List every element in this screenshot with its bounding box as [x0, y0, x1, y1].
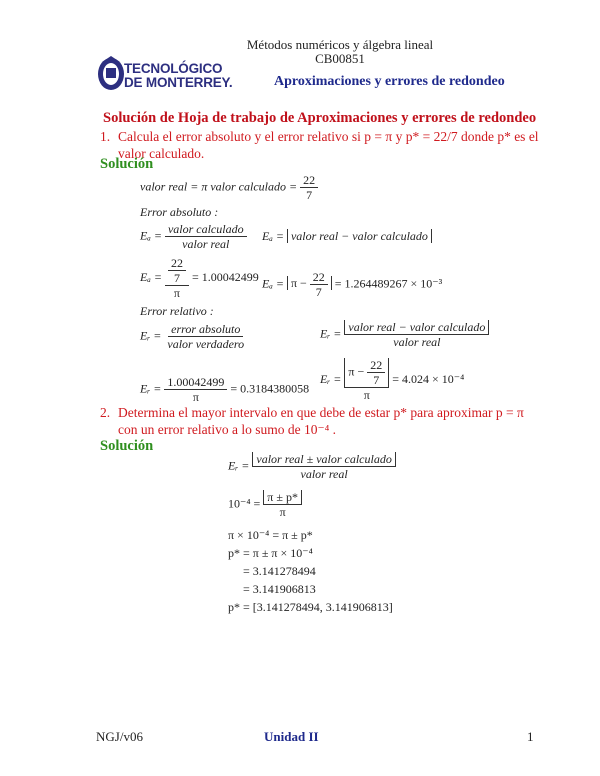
q1-number: 1.: [100, 129, 111, 144]
q2-er-formula: [228, 452, 396, 481]
q1-text: [118, 128, 548, 162]
ea-calc-lhs: Eₐ =: [140, 269, 162, 284]
er-calc-num: 1.00042499: [164, 375, 227, 390]
er2-num: valor real − valor calculado: [344, 320, 489, 335]
logo-line-2: DE MONTERREY.: [124, 75, 233, 90]
er-calc-lhs: Eᵣ =: [140, 381, 162, 396]
ea2-7: 7: [315, 285, 322, 299]
er2-calc-lhs: Eᵣ =: [320, 371, 342, 386]
q1-given: [140, 173, 318, 202]
logo-line-1: TECNOLÓGICO: [124, 61, 223, 76]
ea-calc-pi: π: [173, 286, 180, 300]
q2-er-num: valor real ± valor calculado: [252, 452, 395, 467]
q1-er2-formula: [320, 320, 489, 349]
q1-er-calc: [140, 375, 309, 404]
worksheet-title: Solución de Hoja de trabajo de Aproximaciones y errores de redondeo: [103, 110, 537, 126]
footer-page-number: 1: [527, 729, 534, 744]
er2-result: = 4.024 × 10⁻⁴: [392, 371, 465, 386]
er2-lhs: Eᵣ =: [320, 326, 342, 341]
q1-rel-label: Error relativo :: [140, 304, 214, 318]
logo-text: [124, 62, 232, 90]
frac-22: 22: [300, 173, 318, 188]
q1-solution-label: Solución: [100, 156, 154, 172]
q2-text-line1: Determina el mayor intervalo en que debe de estar p* para aproximar p = π: [118, 405, 524, 420]
q2-line2: [228, 490, 302, 519]
ea2-pi: π −: [290, 276, 307, 291]
ea2-result: = 1.264489267 × 10⁻³: [334, 276, 443, 291]
course-code: CB00851: [315, 51, 365, 66]
er2-den: valor real: [393, 335, 441, 349]
q2-line4: p* = π ± π × 10⁻⁴: [228, 546, 313, 560]
ea-result: = 1.00042499: [191, 269, 259, 284]
q2-line7: p* = [3.141278494, 3.141906813]: [228, 600, 393, 614]
footer-unit: Unidad II: [264, 729, 319, 744]
q2-er-den: valor real: [300, 467, 348, 481]
q1-ea2-formula: [262, 229, 432, 244]
frac-7: 7: [306, 188, 313, 202]
q2-text: [118, 404, 548, 438]
er-num: error absoluto: [168, 322, 243, 337]
footer-author: NGJ/v06: [96, 729, 143, 744]
q2-number: 2.: [100, 405, 111, 420]
q1-er2-calc: [320, 358, 464, 402]
q2-line5: = 3.141278494: [243, 564, 316, 578]
er2-calc-7: 7: [373, 373, 380, 387]
q1-given-text: valor real = π valor calculado =: [140, 179, 298, 194]
q2-line2-lhs: 10⁻⁴ =: [228, 496, 261, 511]
er2-calc-pi: π −: [348, 364, 365, 379]
q2-line3: π × 10⁻⁴ = π ± p*: [228, 528, 313, 542]
topic-title: Aproximaciones y errores de redondeo: [274, 74, 505, 89]
q1-ea-calc: [140, 256, 259, 300]
ea2-abs: valor real − valor calculado: [287, 229, 432, 243]
er-lhs: Eᵣ =: [140, 328, 162, 343]
q2-text-line2: con un error relativo a lo sumo de 10⁻⁴ .: [118, 422, 337, 437]
ea-calc-7: 7: [173, 271, 180, 285]
er-calc-den: π: [192, 390, 199, 404]
er2-calc-22: 22: [367, 358, 385, 373]
tec-seal-icon: [96, 52, 126, 92]
q1-text-line2: valor calculado.: [118, 146, 205, 161]
course-title: Métodos numéricos y álgebra lineal: [246, 37, 434, 52]
q2-er-lhs: Eᵣ =: [228, 458, 250, 473]
ea-calc-22: 22: [168, 256, 186, 271]
q2-line6: = 3.141906813: [243, 582, 316, 596]
er-result: = 0.3184380058: [230, 381, 310, 396]
q2-line2-num: π ± p*: [263, 490, 302, 505]
q1-er-formula: [140, 322, 247, 351]
ea2-calc-lhs: Eₐ =: [262, 276, 284, 291]
er2-calc-den: π: [363, 388, 370, 402]
ea-num: valor calculado: [165, 222, 247, 237]
q1-abs-label: Error absoluto :: [140, 205, 219, 219]
ea-den: valor real: [182, 237, 230, 251]
q1-text-line1: Calcula el error absoluto y el error relativo si p = π y p* = 22/7 donde p* es el: [118, 129, 539, 144]
q1-ea-formula: [140, 222, 247, 251]
ea2-lhs: Eₐ =: [262, 229, 284, 243]
q2-solution-label: Solución: [100, 438, 154, 454]
ea2-22: 22: [310, 270, 328, 285]
q2-line2-den: π: [279, 505, 286, 519]
q1-ea2-calc: [262, 270, 442, 299]
ea-lhs: Eₐ =: [140, 228, 162, 243]
er-den: valor verdadero: [167, 337, 245, 351]
